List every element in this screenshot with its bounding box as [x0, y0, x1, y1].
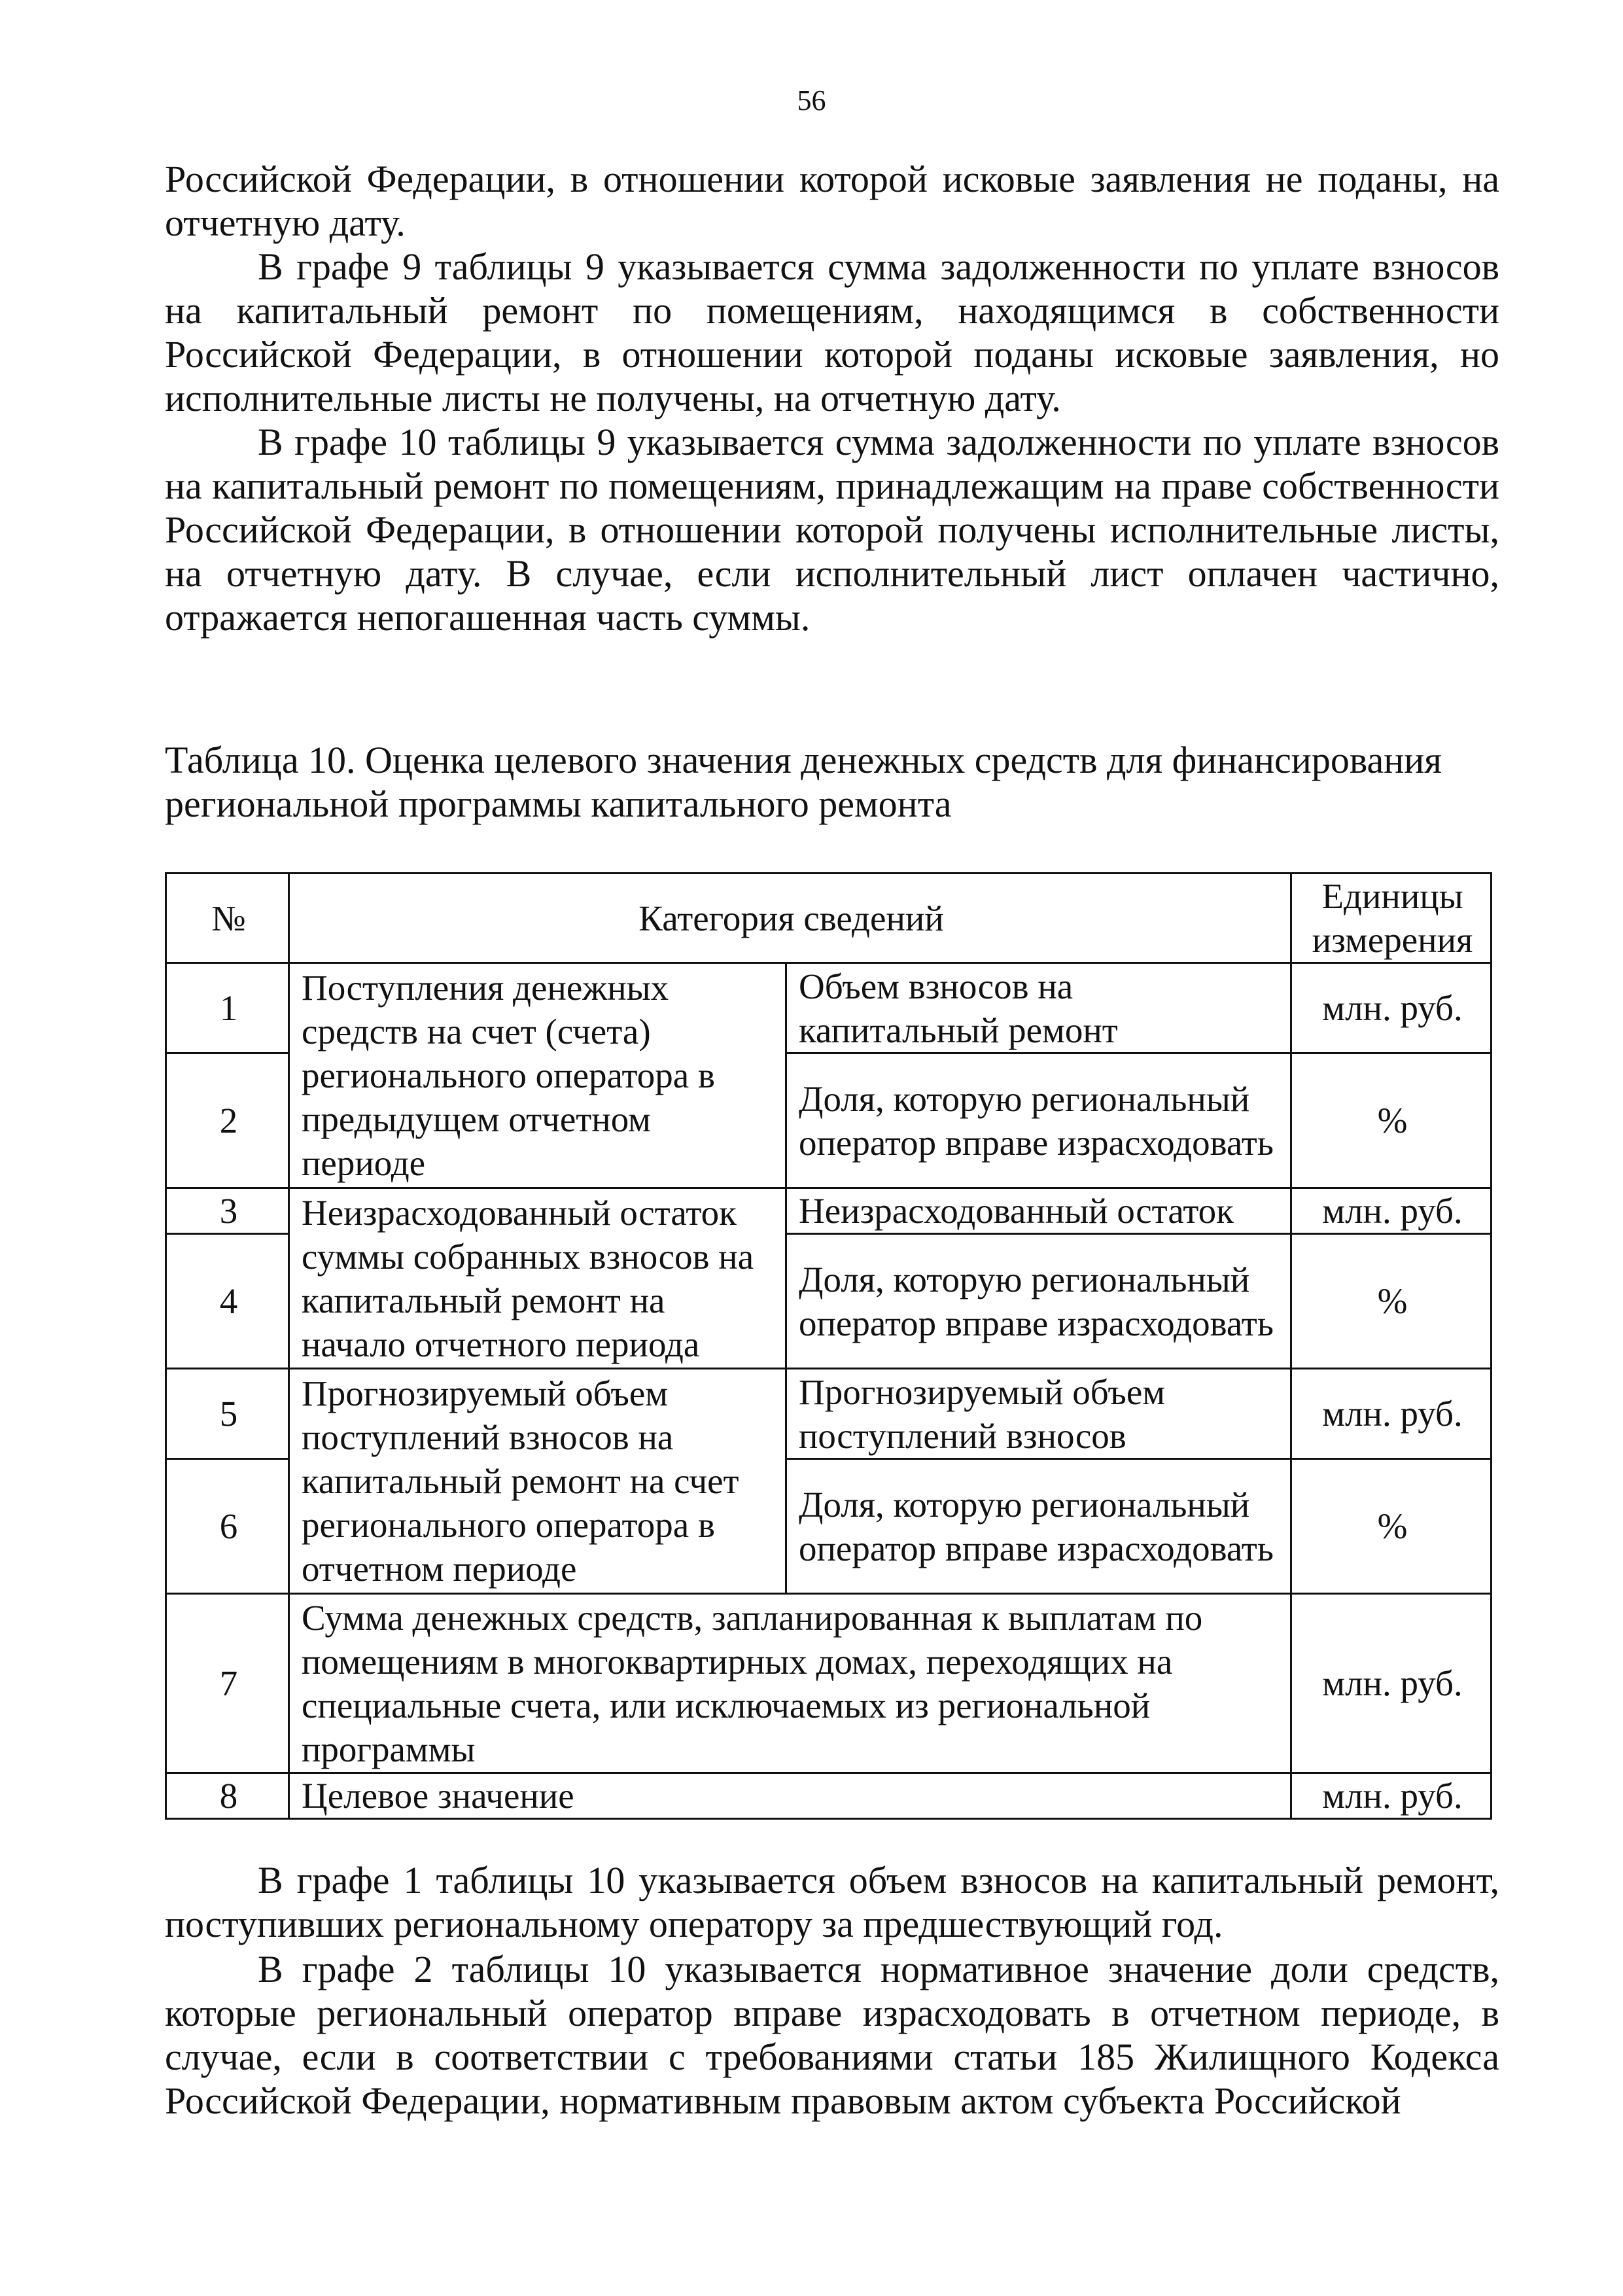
row-detail: Доля, которую региональный оператор вправе израсходовать [786, 1234, 1291, 1369]
table-caption: Таблица 10. Оценка целевого значения денежных средств для финансирования региональной программы капитального ремонта [165, 739, 1442, 825]
row-unit: млн. руб. [1291, 1369, 1492, 1459]
row-detail: Доля, которую региональный оператор вправе израсходовать [786, 1459, 1291, 1594]
table-row [166, 1773, 1492, 1819]
row-number: 6 [166, 1459, 289, 1594]
table-row [166, 963, 1492, 1053]
row-unit: % [1291, 1053, 1492, 1188]
row-number: 3 [166, 1188, 289, 1234]
row-unit: % [1291, 1459, 1492, 1594]
row-number: 1 [166, 963, 289, 1053]
header-number: № [166, 874, 289, 963]
row-detail: Неизрасходованный остаток [786, 1188, 1291, 1234]
row-number: 5 [166, 1369, 289, 1459]
row-unit: % [1291, 1234, 1492, 1369]
row-detail: Сумма денежных средств, запланированная к выплатам по помещениям в многоквартирных домах, переходящих на специальные счета, или исключаемых из региональной программы [289, 1594, 1291, 1773]
table-header-row [166, 874, 1492, 963]
row-unit: млн. руб. [1291, 1188, 1492, 1234]
row-detail: Целевое значение [289, 1773, 1291, 1819]
row-number: 7 [166, 1594, 289, 1773]
row-number: 8 [166, 1773, 289, 1819]
group-category: Неизрасходованный остаток суммы собранных взносов на капитальный ремонт на начало отчетного периода [289, 1188, 786, 1369]
row-unit: млн. руб. [1291, 1773, 1492, 1819]
row-unit: млн. руб. [1291, 963, 1492, 1053]
table-row [166, 1369, 1492, 1459]
row-detail: Прогнозируемый объем поступлений взносов [786, 1369, 1291, 1459]
paragraph-column-10: В графе 10 таблицы 9 указывается сумма задолженности по уплате взносов на капитальный ремонт по помещениям, принадлежащим на праве собственности Российской Федерации, в отношении которой получены исполнительные листы, на отчетную дату. В случае, если исполнительный лист оплачен частично, отражается непогашенная часть суммы. [165, 421, 1499, 639]
paragraph-column-9: В графе 9 таблицы 9 указывается сумма задолженности по уплате взносов на капитальный ремонт по помещениям, находящимся в собственности Российской Федерации, в отношении которой поданы исковые заявления, но исполнительные листы не получены, на отчетную дату. [165, 245, 1499, 419]
header-category: Категория сведений [289, 874, 1291, 963]
paragraph-table10-column-1: В графе 1 таблицы 10 указывается объем взносов на капитальный ремонт, поступивших региональному оператору за предшествующий год. [165, 1859, 1499, 1945]
group-category: Поступления денежных средств на счет (счета) регионального оператора в предыдущем отчетном периоде [289, 963, 786, 1188]
table-10 [165, 872, 1492, 1820]
table-row [166, 1594, 1492, 1773]
table-row [166, 1188, 1492, 1234]
row-number: 2 [166, 1053, 289, 1188]
paragraph-table10-column-2: В графе 2 таблицы 10 указывается нормативное значение доли средств, которые региональный оператор вправе израсходовать в отчетном периоде, в случае, если в соответствии с требованиями статьи 185 Жилищного Кодекса Российской Федерации, нормативным правовым актом субъекта Российской [165, 1948, 1499, 2122]
row-detail: Объем взносов на капитальный ремонт [786, 963, 1291, 1053]
group-category: Прогнозируемый объем поступлений взносов на капитальный ремонт на счет регионального оператора в отчетном периоде [289, 1369, 786, 1594]
paragraph-continuation: Российской Федерации, в отношении которой исковые заявления не поданы, на отчетную дату. [165, 158, 1499, 244]
header-unit: Единицы измерения [1291, 874, 1492, 963]
row-detail: Доля, которую региональный оператор вправе израсходовать [786, 1053, 1291, 1188]
row-unit: млн. руб. [1291, 1594, 1492, 1773]
row-number: 4 [166, 1234, 289, 1369]
page-number: 56 [797, 84, 826, 116]
